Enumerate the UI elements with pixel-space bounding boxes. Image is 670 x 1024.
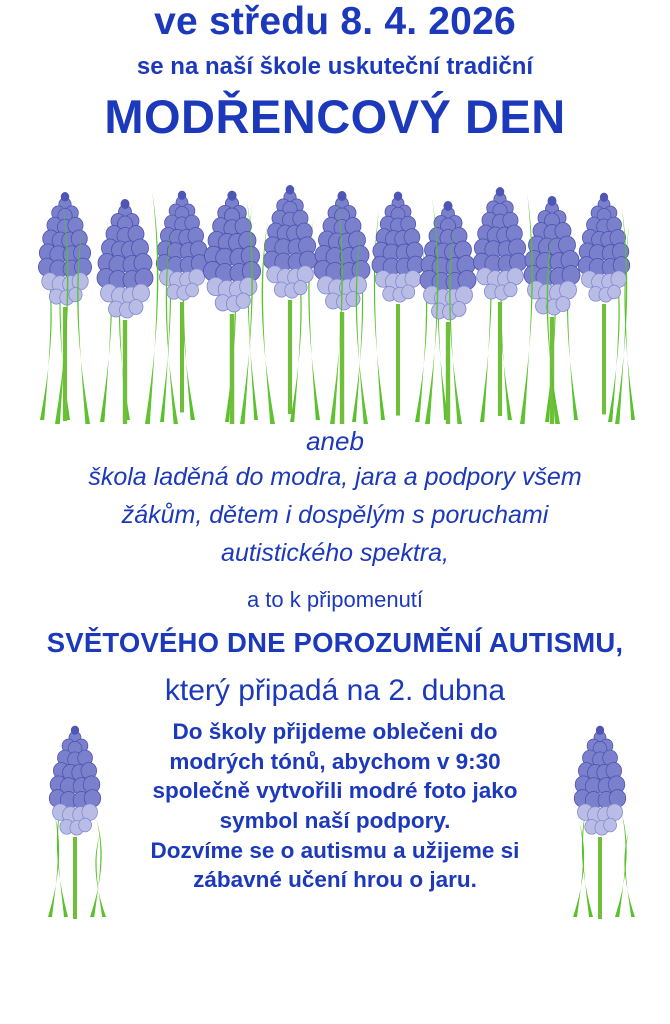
world-autism-day-banner: SVĚTOVÉHO DNE POROZUMĚNÍ AUTISMU, — [46, 627, 624, 659]
bottom-line-4: symbol naší podpory. — [219, 808, 451, 834]
event-date-line: ve středu 8. 4. 2026 — [154, 0, 516, 43]
event-subtitle-line: se na naší škole uskuteční tradiční — [136, 52, 534, 80]
commemoration-note: a to k připomenutí — [246, 586, 424, 612]
bottom-line-3: společně vytvořili modré foto jako — [152, 778, 518, 804]
poster-bottom-block — [0, 717, 670, 957]
description-line-1: škola laděná do modra, jara a podpory všem — [88, 463, 582, 492]
grape-hyacinth-flower-band-icon — [0, 152, 670, 424]
description-line-2: žákům, dětem i dospělým s poruchami — [121, 501, 549, 530]
poster-header — [0, 2, 670, 142]
poster-middle-block — [0, 426, 670, 709]
page-title: MODŘENCOVÝ DEN — [104, 89, 566, 143]
bottom-line-5: Dozvíme se o autismu a užijeme si — [150, 837, 520, 863]
grape-hyacinth-flower-single-right-icon — [555, 719, 650, 924]
aneb-label: aneb — [306, 426, 364, 457]
which-day-line: který připadá na 2. dubna — [164, 674, 506, 708]
description-line-3: autistického spektra, — [221, 538, 449, 567]
bottom-line-1: Do školy přijdeme oblečeni do — [172, 719, 498, 745]
bottom-line-2: modrých tónů, abychom v 9:30 — [169, 748, 501, 774]
bottom-line-6: zábavné učení hrou o jaru. — [193, 867, 477, 893]
bottom-instructions — [105, 717, 565, 895]
